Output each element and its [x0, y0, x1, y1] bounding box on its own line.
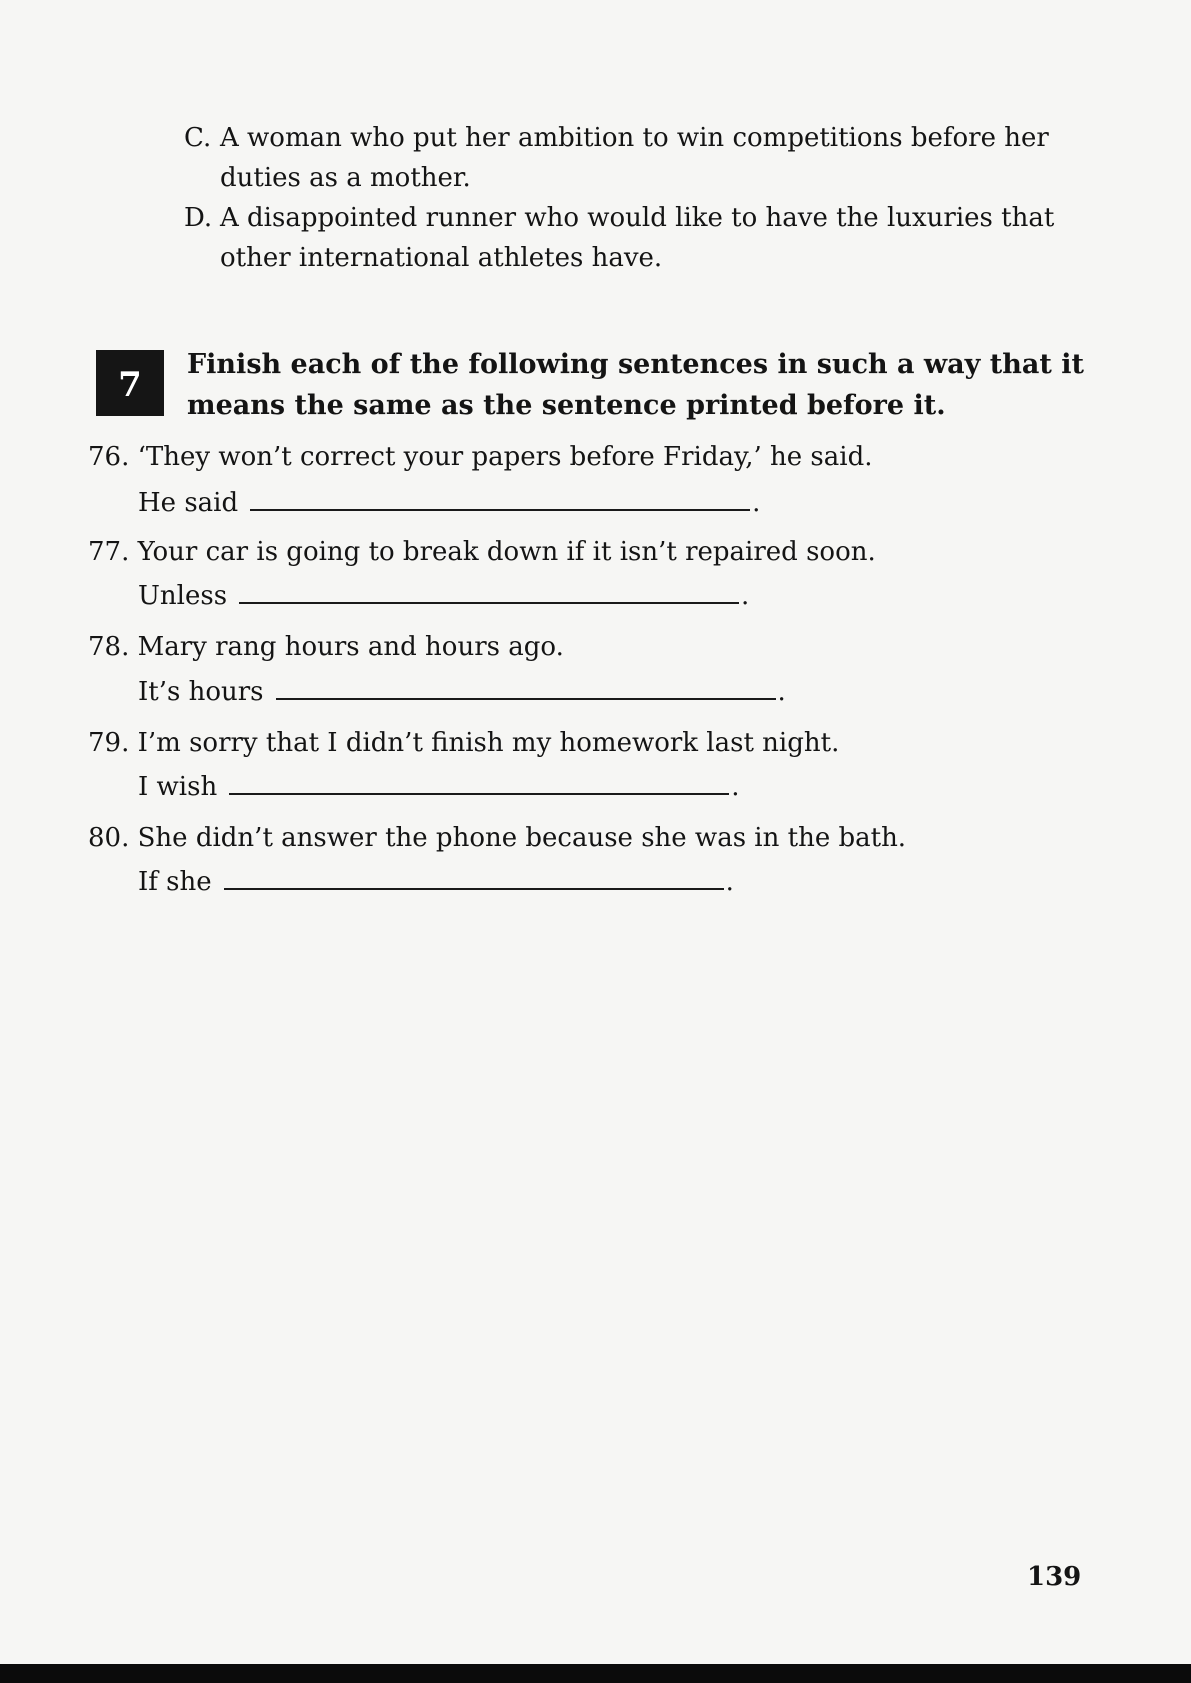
question-sentence: She didn’t answer the phone because she was in the bath.	[137, 823, 907, 853]
page-number: 139	[1027, 1562, 1082, 1592]
answer-76	[138, 483, 760, 523]
question-number: 80.	[88, 823, 130, 853]
question-78	[88, 627, 564, 667]
answer-blank-77[interactable]	[239, 576, 739, 604]
question-number: 77.	[88, 537, 130, 567]
question-79	[88, 723, 839, 763]
question-number: 78.	[88, 632, 130, 662]
scan-edge-bar	[0, 1664, 1191, 1683]
option-c-letter: C.	[184, 123, 212, 153]
question-sentence: ‘They won’t correct your papers before Friday,’ he said.	[137, 442, 873, 472]
answer-blank-79[interactable]	[229, 767, 729, 795]
answer-prompt: Unless	[138, 581, 228, 611]
question-80	[88, 818, 906, 858]
option-d-letter: D.	[184, 203, 213, 233]
question-sentence: Your car is going to break down if it isn’t repaired soon.	[137, 537, 876, 567]
answer-blank-80[interactable]	[224, 862, 724, 890]
answer-77	[138, 576, 749, 616]
answer-prompt: He said	[138, 488, 239, 518]
answer-full-stop: .	[752, 488, 761, 518]
answer-full-stop: .	[731, 772, 740, 802]
option-d-text: A disappointed runner who would like to have the luxuries that other international athletes have.	[220, 203, 1055, 273]
answer-prompt: It’s hours	[138, 677, 264, 707]
question-77	[88, 532, 876, 572]
answer-blank-78[interactable]	[276, 672, 776, 700]
answer-full-stop: .	[741, 581, 750, 611]
question-sentence: Mary rang hours and hours ago.	[137, 632, 564, 662]
question-number: 79.	[88, 728, 130, 758]
answer-full-stop: .	[725, 867, 734, 897]
answer-prompt: If she	[138, 867, 212, 897]
section-number-badge: 7	[96, 350, 164, 416]
answer-78	[138, 672, 786, 712]
option-c	[184, 118, 1084, 198]
question-number: 76.	[88, 442, 130, 472]
answer-79	[138, 767, 739, 807]
option-d	[184, 198, 1084, 278]
answer-80	[138, 862, 734, 902]
section-instruction: Finish each of the following sentences in such a way that it means the same as the sentence printed before it.	[187, 349, 1084, 421]
question-sentence: I’m sorry that I didn’t finish my homework last night.	[137, 728, 840, 758]
answer-full-stop: .	[777, 677, 786, 707]
answer-blank-76[interactable]	[250, 483, 750, 511]
option-c-text: A woman who put her ambition to win competitions before her duties as a mother.	[220, 123, 1049, 193]
answer-prompt: I wish	[138, 772, 218, 802]
question-76	[88, 437, 872, 477]
